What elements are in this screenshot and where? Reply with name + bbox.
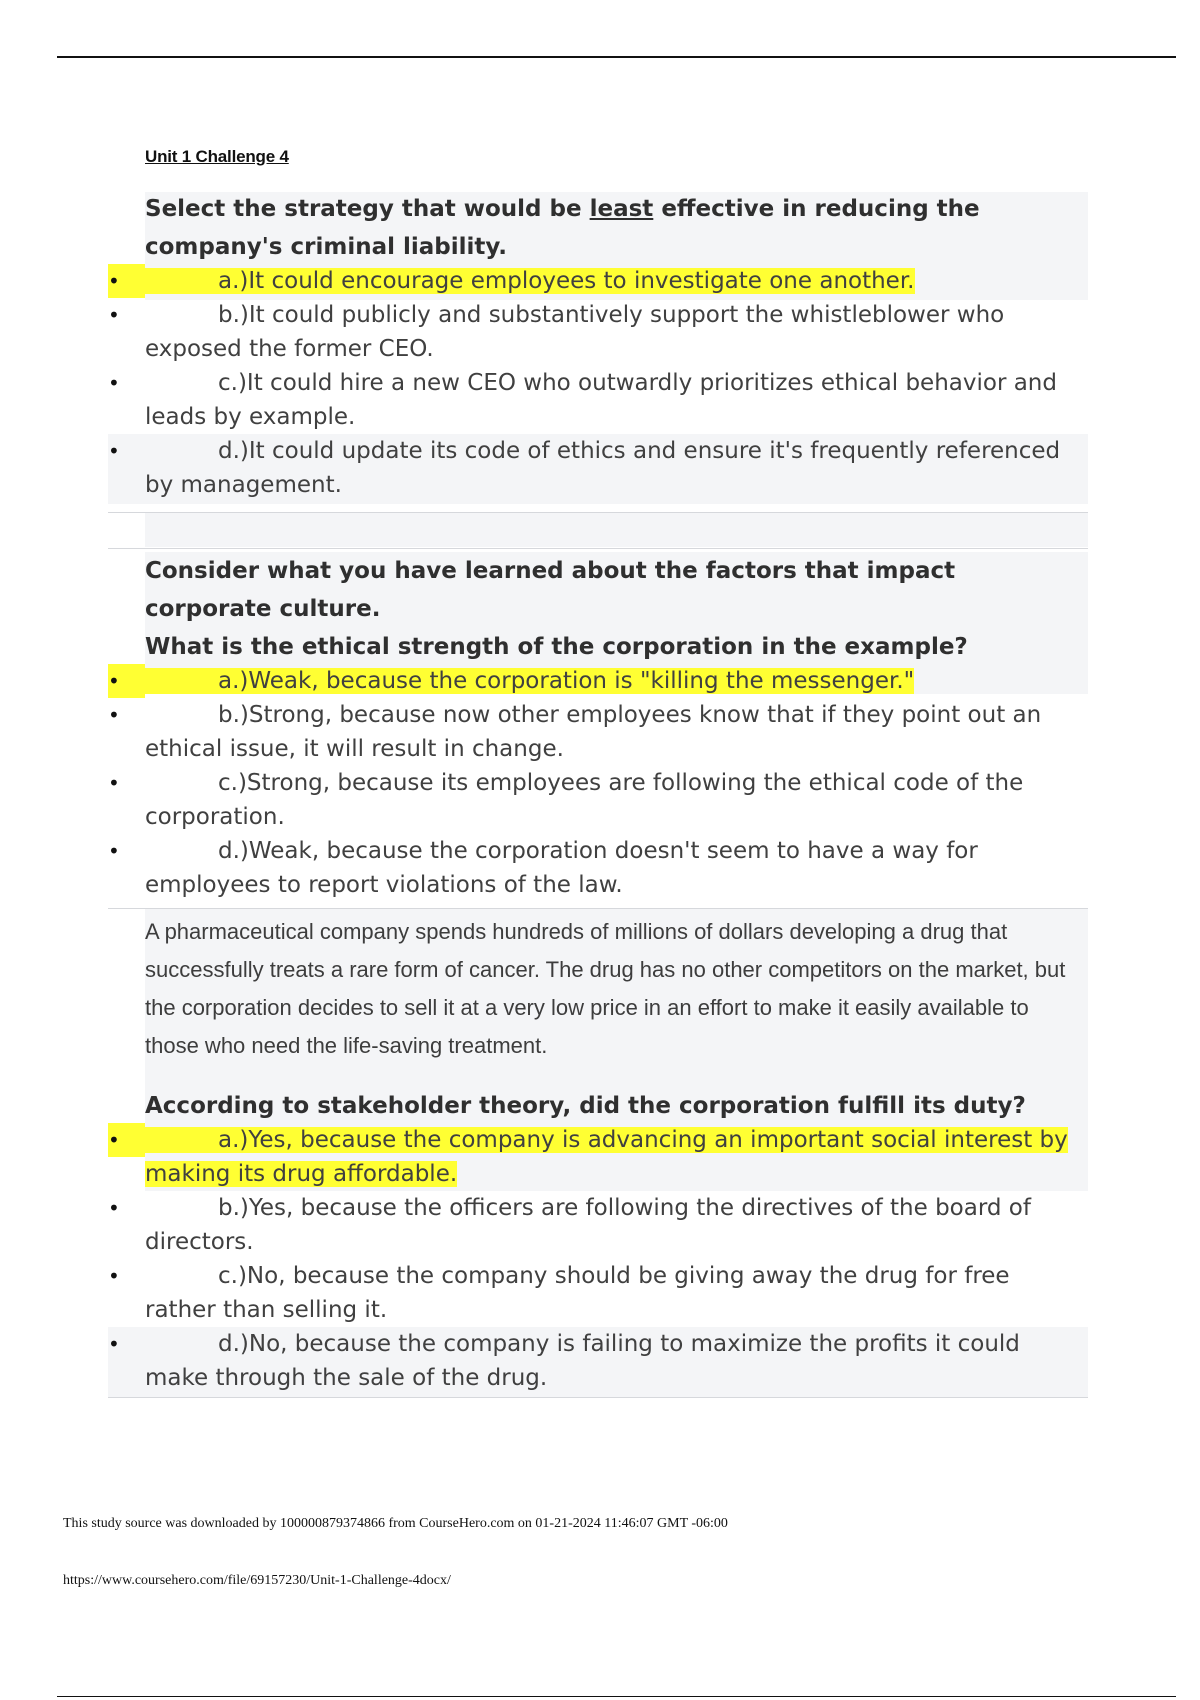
prompt-text: Select the strategy that would be <box>145 196 590 222</box>
divider <box>108 548 1088 549</box>
bullet-icon: • <box>108 703 120 727</box>
spacer-panel <box>145 513 1088 547</box>
bullet-icon: • <box>108 771 120 795</box>
question-2-prompt <box>108 552 1088 666</box>
option-b[interactable] <box>108 1191 1088 1259</box>
prompt-emphasis: least <box>589 196 654 222</box>
source-url[interactable]: https://www.coursehero.com/file/69157230/Unit-1-Challenge-4docx/ <box>63 1573 451 1588</box>
option-d[interactable] <box>108 1327 1088 1397</box>
scenario-passage: A pharmaceutical company spends hundreds of millions of dollars developing a drug that successfully treats a rare form of cancer. The drug has no other competitors on the market, but the corporation decides to sell it at a very low price in an effort to make it easily available to those who need the life-saving treatment. <box>145 919 1066 1058</box>
option-a[interactable] <box>108 264 1088 298</box>
option-a[interactable] <box>108 664 1088 698</box>
question-3-options <box>108 1123 1088 1397</box>
question-3 <box>108 908 1088 1398</box>
option-text: a.)Yes, because the company is advancing an important social interest by making its drug affordable. <box>145 1127 1068 1187</box>
bottom-rule <box>57 1696 1176 1697</box>
option-text: d.)It could update its code of ethics and ensure it's frequently referenced by management. <box>145 438 1061 498</box>
bullet-icon: • <box>108 664 145 698</box>
option-text: c.)No, because the company should be giving away the drug for free rather than selling it. <box>145 1263 1010 1323</box>
option-text: b.)Strong, because now other employees know that if they point out an ethical issue, it will result in change. <box>145 702 1042 762</box>
bullet-icon: • <box>108 1196 120 1220</box>
option-b[interactable] <box>108 298 1088 366</box>
question-1-options <box>108 264 1088 504</box>
bullet-icon: • <box>108 1264 120 1288</box>
option-text: d.)No, because the company is failing to maximize the profits it could make through the sale of the drug. <box>145 1331 1020 1391</box>
option-text: b.)Yes, because the officers are following the directives of the board of directors. <box>145 1195 1031 1255</box>
bullet-icon: • <box>108 303 120 327</box>
option-text: d.)Weak, because the corporation doesn't seem to have a way for employees to report violations of the law. <box>145 838 978 898</box>
question-3-prompt: According to stakeholder theory, did the corporation fulfill its duty? <box>145 1093 1026 1119</box>
question-1 <box>108 190 1088 504</box>
question-1-prompt <box>108 190 1088 266</box>
divider <box>108 1397 1088 1398</box>
prompt-line: Consider what you have learned about the factors that impact corporate culture. <box>145 558 956 622</box>
bullet-icon: • <box>108 839 120 863</box>
option-text: a.)Weak, because the corporation is "killing the messenger." <box>218 668 915 694</box>
question-2-options <box>108 664 1088 902</box>
prompt-text: effective in reducing the company's criminal liability. <box>145 196 980 260</box>
option-d[interactable] <box>108 434 1088 504</box>
option-c[interactable] <box>108 766 1088 834</box>
question-2 <box>108 552 1088 902</box>
option-text: b.)It could publicly and substantively support the whistleblower who exposed the former CEO. <box>145 302 1005 362</box>
bullet-icon: • <box>108 1332 120 1356</box>
prompt-line: What is the ethical strength of the corporation in the example? <box>145 634 968 660</box>
bullet-icon: • <box>108 1123 145 1157</box>
bullet-icon: • <box>108 264 145 298</box>
option-a[interactable] <box>108 1123 1088 1191</box>
document-title: Unit 1 Challenge 4 <box>145 147 289 166</box>
option-c[interactable] <box>108 366 1088 434</box>
option-text: c.)Strong, because its employees are following the ethical code of the corporation. <box>145 770 1024 830</box>
option-text: c.)It could hire a new CEO who outwardly prioritizes ethical behavior and leads by example. <box>145 370 1057 430</box>
bullet-icon: • <box>108 439 120 463</box>
option-c[interactable] <box>108 1259 1088 1327</box>
option-text: a.)It could encourage employees to investigate one another. <box>218 268 915 294</box>
download-notice: This study source was downloaded by 100000879374866 from CourseHero.com on 01-21-2024 11:46:07 GMT -06:00 <box>63 1516 728 1531</box>
top-rule <box>57 56 1176 58</box>
option-d[interactable] <box>108 834 1088 902</box>
bullet-icon: • <box>108 371 120 395</box>
spacer-row <box>108 512 1088 548</box>
option-b[interactable] <box>108 698 1088 766</box>
